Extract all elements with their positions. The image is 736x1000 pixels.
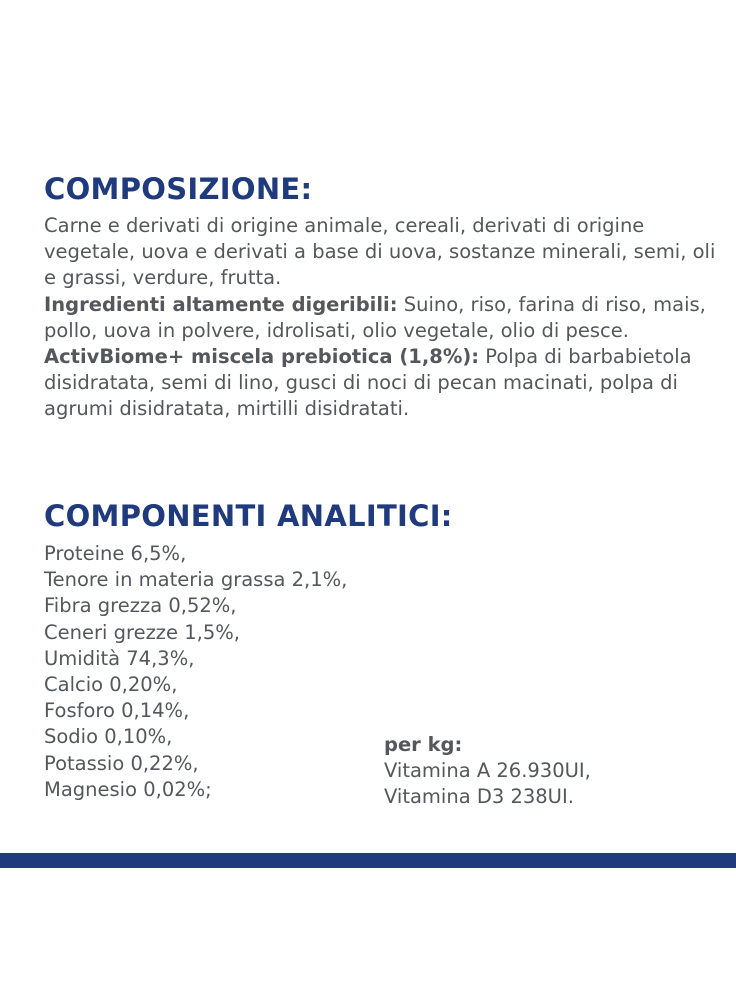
analytics-item: Umidità 74,3%,	[44, 646, 195, 670]
analytics-list	[44, 541, 404, 803]
analytics-item: Calcio 0,20%,	[44, 673, 178, 697]
digestible-ingredients	[44, 292, 720, 344]
per-kg-label: per kg:	[384, 733, 463, 756]
digestible-label: Ingredienti altamente digeribili:	[44, 292, 398, 316]
vitamin-item: Vitamina D3 238UI.	[384, 785, 574, 809]
composition-heading: COMPOSIZIONE:	[44, 172, 313, 206]
composition-intro: Carne e derivati di origine animale, cereali, derivati di origine vegetale, uova e derivati a base di uova, sostanze minerali, semi, oli e grassi, verdure, frutta.	[44, 214, 716, 290]
vitamin-item: Vitamina A 26.930UI,	[384, 759, 591, 783]
vitamins-list	[384, 732, 724, 811]
analytics-item: Magnesio 0,02%;	[44, 777, 212, 801]
analytics-item: Fibra grezza 0,52%,	[44, 594, 237, 618]
bottom-brand-bar	[0, 853, 736, 868]
prebiotic-blend	[44, 344, 720, 423]
prebiotic-text: Polpa di barbabietola disidratata, semi di lino, gusci di noci di pecan macinati, polpa di agrumi disidratata, mirtilli disidratati.	[44, 345, 692, 421]
prebiotic-label: ActivBiome+ miscela prebiotica (1,8%):	[44, 345, 480, 369]
analytics-item: Tenore in materia grassa 2,1%,	[44, 568, 348, 592]
analytics-item: Sodio 0,10%,	[44, 725, 173, 749]
analytics-item: Proteine 6,5%,	[44, 542, 187, 565]
analytics-item: Fosforo 0,14%,	[44, 699, 190, 723]
composition-text	[44, 213, 720, 423]
analytics-item: Ceneri grezze 1,5%,	[44, 620, 240, 644]
digestible-text: Suino, riso, farina di riso, mais, pollo, uova in polvere, idrolisati, olio vegetale, olio di pesce.	[44, 292, 706, 342]
analytics-item: Potassio 0,22%,	[44, 751, 199, 775]
analytics-heading: COMPONENTI ANALITICI:	[44, 499, 453, 533]
